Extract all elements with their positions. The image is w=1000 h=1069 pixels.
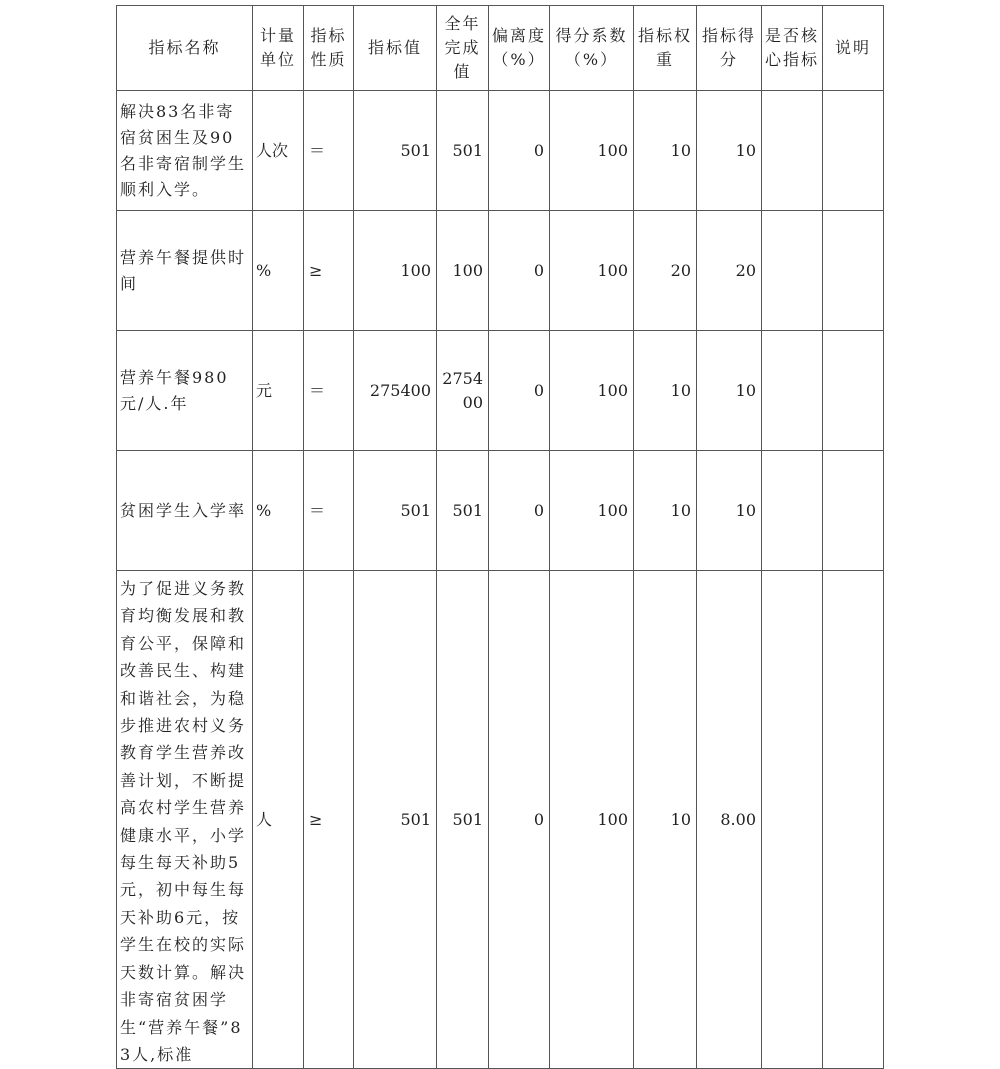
cell-name: 解决83名非寄宿贫困生及90名非寄宿制学生顺利入学。 bbox=[117, 91, 253, 211]
cell-property: ≥ bbox=[304, 211, 354, 331]
cell-weight: 10 bbox=[634, 571, 697, 1069]
cell-actual: 100 bbox=[437, 211, 489, 331]
cell-property: ≥ bbox=[304, 571, 354, 1069]
cell-name: 为了促进义务教育均衡发展和教育公平，保障和改善民生、构建和谐社会，为稳步推进农村义务教育学生营养改善计划，不断提高农村学生营养健康水平，小学每生每天补助5元，初中每生每天补助6元，按学生在校的实际天数计算。解决非寄宿贫困学生“营养午餐”83人,标准 bbox=[117, 571, 253, 1069]
cell-target: 100 bbox=[354, 211, 437, 331]
indicator-table-container bbox=[116, 5, 884, 1069]
header-name: 指标名称 bbox=[117, 6, 253, 91]
cell-note bbox=[823, 451, 884, 571]
cell-actual: 501 bbox=[437, 571, 489, 1069]
cell-core bbox=[762, 451, 823, 571]
cell-coefficient: 100 bbox=[550, 571, 634, 1069]
cell-weight: 10 bbox=[634, 331, 697, 451]
cell-actual: 501 bbox=[437, 91, 489, 211]
cell-property: ＝ bbox=[304, 331, 354, 451]
cell-deviation: 0 bbox=[489, 451, 550, 571]
cell-coefficient: 100 bbox=[550, 451, 634, 571]
cell-note bbox=[823, 211, 884, 331]
table-header-row bbox=[117, 6, 884, 91]
cell-property: ＝ bbox=[304, 91, 354, 211]
cell-coefficient: 100 bbox=[550, 211, 634, 331]
table-row bbox=[117, 91, 884, 211]
cell-deviation: 0 bbox=[489, 211, 550, 331]
cell-target: 275400 bbox=[354, 331, 437, 451]
cell-deviation: 0 bbox=[489, 91, 550, 211]
table-row bbox=[117, 211, 884, 331]
cell-unit: % bbox=[253, 211, 304, 331]
cell-weight: 10 bbox=[634, 91, 697, 211]
cell-unit: % bbox=[253, 451, 304, 571]
cell-note bbox=[823, 331, 884, 451]
header-weight: 指标权重 bbox=[634, 6, 697, 91]
table-row bbox=[117, 451, 884, 571]
cell-score: 10 bbox=[697, 451, 762, 571]
cell-score: 20 bbox=[697, 211, 762, 331]
cell-target: 501 bbox=[354, 451, 437, 571]
cell-name: 营养午餐980元/人.年 bbox=[117, 331, 253, 451]
table-row bbox=[117, 331, 884, 451]
header-coefficient: 得分系数（%） bbox=[550, 6, 634, 91]
cell-target: 501 bbox=[354, 91, 437, 211]
cell-deviation: 0 bbox=[489, 331, 550, 451]
cell-actual: 275400 bbox=[437, 331, 489, 451]
cell-target: 501 bbox=[354, 571, 437, 1069]
cell-deviation: 0 bbox=[489, 571, 550, 1069]
cell-name: 营养午餐提供时间 bbox=[117, 211, 253, 331]
cell-actual: 501 bbox=[437, 451, 489, 571]
cell-core bbox=[762, 211, 823, 331]
cell-score: 8.00 bbox=[697, 571, 762, 1069]
header-actual: 全年完成值 bbox=[437, 6, 489, 91]
cell-unit: 人次 bbox=[253, 91, 304, 211]
cell-core bbox=[762, 571, 823, 1069]
header-score: 指标得分 bbox=[697, 6, 762, 91]
header-deviation: 偏离度（%） bbox=[489, 6, 550, 91]
cell-weight: 20 bbox=[634, 211, 697, 331]
cell-weight: 10 bbox=[634, 451, 697, 571]
cell-unit: 元 bbox=[253, 331, 304, 451]
cell-core bbox=[762, 91, 823, 211]
header-core: 是否核心指标 bbox=[762, 6, 823, 91]
header-note: 说明 bbox=[823, 6, 884, 91]
cell-note bbox=[823, 91, 884, 211]
header-property: 指标性质 bbox=[304, 6, 354, 91]
cell-score: 10 bbox=[697, 331, 762, 451]
header-unit: 计量单位 bbox=[253, 6, 304, 91]
cell-unit: 人 bbox=[253, 571, 304, 1069]
table-row bbox=[117, 571, 884, 1069]
cell-coefficient: 100 bbox=[550, 91, 634, 211]
indicator-table bbox=[116, 5, 884, 1069]
cell-name: 贫困学生入学率 bbox=[117, 451, 253, 571]
cell-coefficient: 100 bbox=[550, 331, 634, 451]
cell-property: ＝ bbox=[304, 451, 354, 571]
header-target: 指标值 bbox=[354, 6, 437, 91]
cell-score: 10 bbox=[697, 91, 762, 211]
cell-note bbox=[823, 571, 884, 1069]
cell-core bbox=[762, 331, 823, 451]
